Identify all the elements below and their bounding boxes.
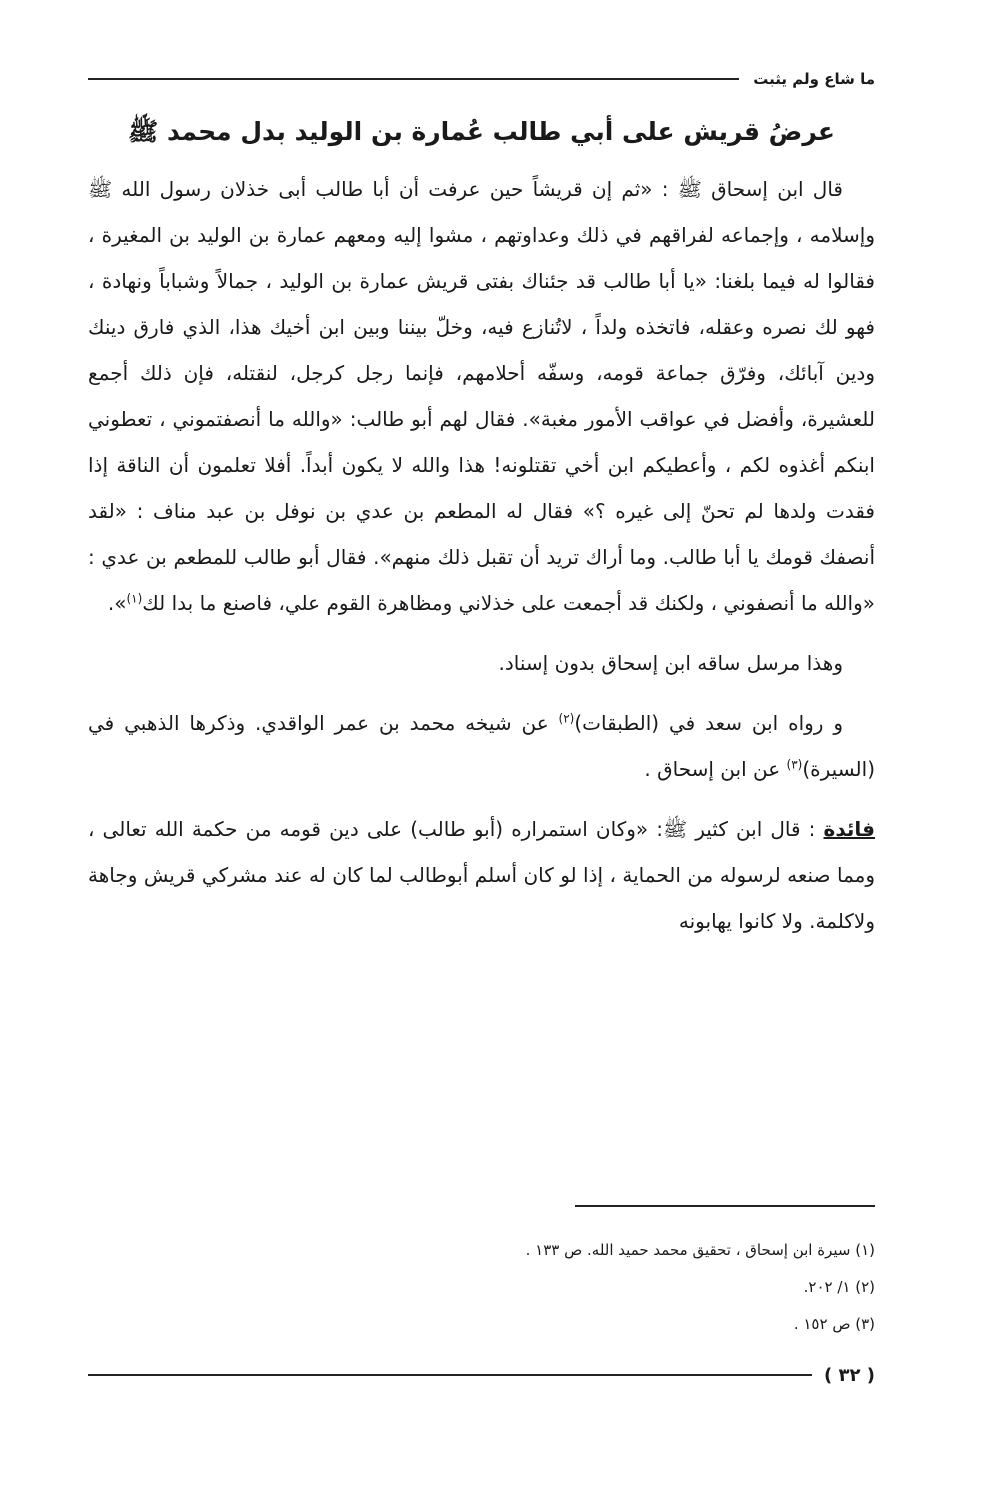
page-number: ( ٣٢ ): [824, 1364, 875, 1386]
footnote-3: (٣) ص ١٥٢ .: [793, 1315, 875, 1333]
footer-rule: [88, 1374, 812, 1376]
footnotes: [88, 1232, 875, 1343]
footnote-2: (٢) ١/ ٢٠٢.: [803, 1278, 875, 1296]
footnote-1: (١) سيرة ابن إسحاق ، تحقيق محمد حميد الله. ص ١٣٣ .: [525, 1241, 875, 1259]
footnote-ref-2: (٢): [558, 711, 575, 726]
sources-text-b: عن شيخه محمد بن عمر الواقدي. وذكرها الذهبي في (السيرة): [88, 711, 875, 781]
running-header: [88, 64, 875, 94]
benefit-label: فائدة: [823, 817, 875, 841]
isnad-note-text: وهذا مرسل ساقه ابن إسحاق بدون إسناد.: [498, 651, 843, 675]
benefit-text: : قال ابن كثير ﷺ: «وكان استمراره (أبو طالب) على دين قومه من حكمة الله تعالى ، ومما صنعه لرسوله من الحماية ، إذا لو كان أسلم أبوطالب لما كان له عند مشركي قريش وجاهة ولاكلمة. ولا كانوا يهابونه: [88, 817, 875, 933]
footnote-ref-3: (٣): [786, 757, 803, 772]
paragraph-narration: [88, 166, 875, 626]
sources-text-c: عن ابن إسحاق .: [644, 757, 787, 781]
page-footer: [88, 1360, 875, 1390]
paragraph-isnad-note: [88, 640, 875, 686]
header-rule: [88, 78, 739, 80]
paragraph-sources: [88, 700, 875, 792]
running-title: ما شاع ولم يثبت: [753, 70, 875, 88]
sources-text-a: و رواه ابن سعد في (الطبقات): [574, 711, 843, 735]
narration-tail: ».: [107, 591, 127, 615]
footnote-ref-1: (١): [126, 591, 143, 606]
section-title: عرضُ قريش على أبي طالب عُمارة بن الوليد بدل محمد ﷺ: [128, 117, 835, 146]
narration-text: قال ابن إسحاق ﷺ : «ثم إن قريشاً حين عرفت أن أبا طالب أبى خذلان رسول الله ﷺ وإسلامه ، وإجماعه لفراقهم في ذلك وعداوتهم ، مشوا إليه ومعهم عمارة بن الوليد بن المغيرة ، فقالوا له فيما بلغنا: «يا أبا طالب قد جئناك بفتى قريش عمارة بن الوليد ، جمالاً وشباباً ونهادة ، فهو لك نصره وعقله، فاتخذه ولداً ، لاتُنازع فيه، وخلّ بيننا وبين ابن أخيك هذا، الذي فارق دينك ودين آبائك، وفرّق جماعة قومه، وسفّه أحلامهم، فإنما رجل كرجل، لنقتله، فإن ذلك أجمع للعشيرة، وأفضل في عواقب الأمور مغبة». فقال لهم أبو طالب: «والله ما أنصفتموني ، تعطوني ابنكم أغذوه لكم ، وأعطيكم ابن أخي تقتلونه! هذا والله لا يكون أبداً. أفلا تعلمون أن الناقة إذا فقدت ولدها لم تحنّ إلى غيره ؟» فقال له المطعم بن عدي بن نوفل بن عبد مناف : «لقد أنصفك قومك يا أبا طالب. وما أراك تريد أن تقبل ذلك منهم». فقال أبو طالب للمطعم بن عدي : «والله ما أنصفوني ، ولكنك قد أجمعت على خذلاني ومظاهرة القوم علي، فاصنع ما بدا لك: [88, 177, 875, 615]
paragraph-benefit: [88, 806, 875, 944]
footnote-separator: [575, 1205, 875, 1207]
body-text: [88, 166, 875, 944]
